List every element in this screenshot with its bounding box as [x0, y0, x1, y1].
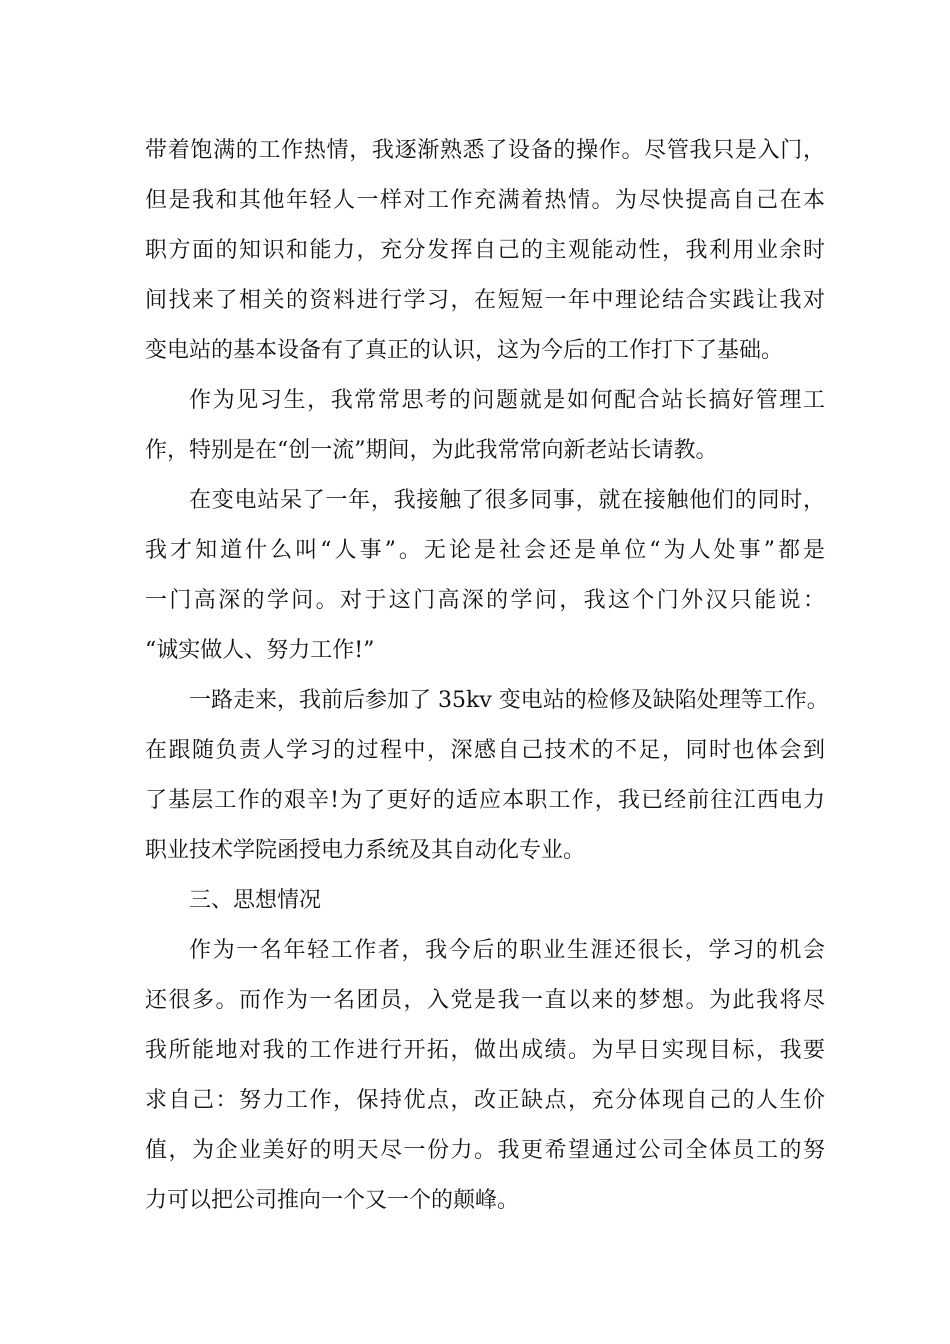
- text-line-1: 带着饱满的工作热情，我逐渐熟悉了设备的操作。尽管我只是入门，: [145, 138, 825, 163]
- text-line-9: 我才知道什么叫“人事”。无论是社会还是单位“为人处事”都是: [145, 538, 825, 563]
- text-line-21: 值，为企业美好的明天尽一份力。我更希望通过公司全体员工的努: [145, 1138, 825, 1163]
- text-line-22: 力可以把公司推向一个又一个的颠峰。: [145, 1188, 520, 1213]
- text-line-2: 但是我和其他年轻人一样对工作充满着热情。为尽快提高自己在本: [145, 188, 825, 213]
- text-line-5: 变电站的基本设备有了真正的认识，这为今后的工作打下了基础。: [145, 338, 784, 363]
- text-line-20: 求自己：努力工作，保持优点，改正缺点，充分体现自己的人生价: [145, 1088, 825, 1113]
- text-line-14: 了基层工作的艰辛!为了更好的适应本职工作，我已经前往江西电力: [145, 788, 825, 813]
- text-line-10: 一门高深的学问。对于这门高深的学问，我这个门外汉只能说：: [145, 588, 825, 613]
- text-line-8: 在变电站呆了一年，我接触了很多同事，就在接触他们的同时，: [189, 488, 825, 513]
- text-line-17: 作为一名年轻工作者，我今后的职业生涯还很长，学习的机会: [189, 938, 825, 963]
- text-line-15: 职业技术学院函授电力系统及其自动化专业。: [145, 838, 586, 863]
- text-line-6: 作为见习生，我常常思考的问题就是如何配合站长搞好管理工: [189, 388, 825, 413]
- text-line-7: 作，特别是在“创一流”期间，为此我常常向新老站长请教。: [145, 438, 718, 463]
- text-line-19: 我所能地对我的工作进行开拓，做出成绩。为早日实现目标，我要: [145, 1038, 825, 1063]
- text-line-18: 还很多。而作为一名团员，入党是我一直以来的梦想。为此我将尽: [145, 988, 825, 1013]
- text-line-11: “诚实做人、努力工作!”: [145, 638, 375, 663]
- text-line-3: 职方面的知识和能力，充分发挥自己的主观能动性，我利用业余时: [145, 238, 825, 263]
- section-heading: 三、思想情况: [189, 888, 322, 913]
- text-line-12: 一路走来，我前后参加了 35kv 变电站的检修及缺陷处理等工作。: [189, 688, 829, 713]
- text-line-13: 在跟随负责人学习的过程中，深感自己技术的不足，同时也体会到: [145, 738, 825, 763]
- document-body: [145, 126, 829, 1226]
- text-line-4: 间找来了相关的资料进行学习，在短短一年中理论结合实践让我对: [145, 288, 825, 313]
